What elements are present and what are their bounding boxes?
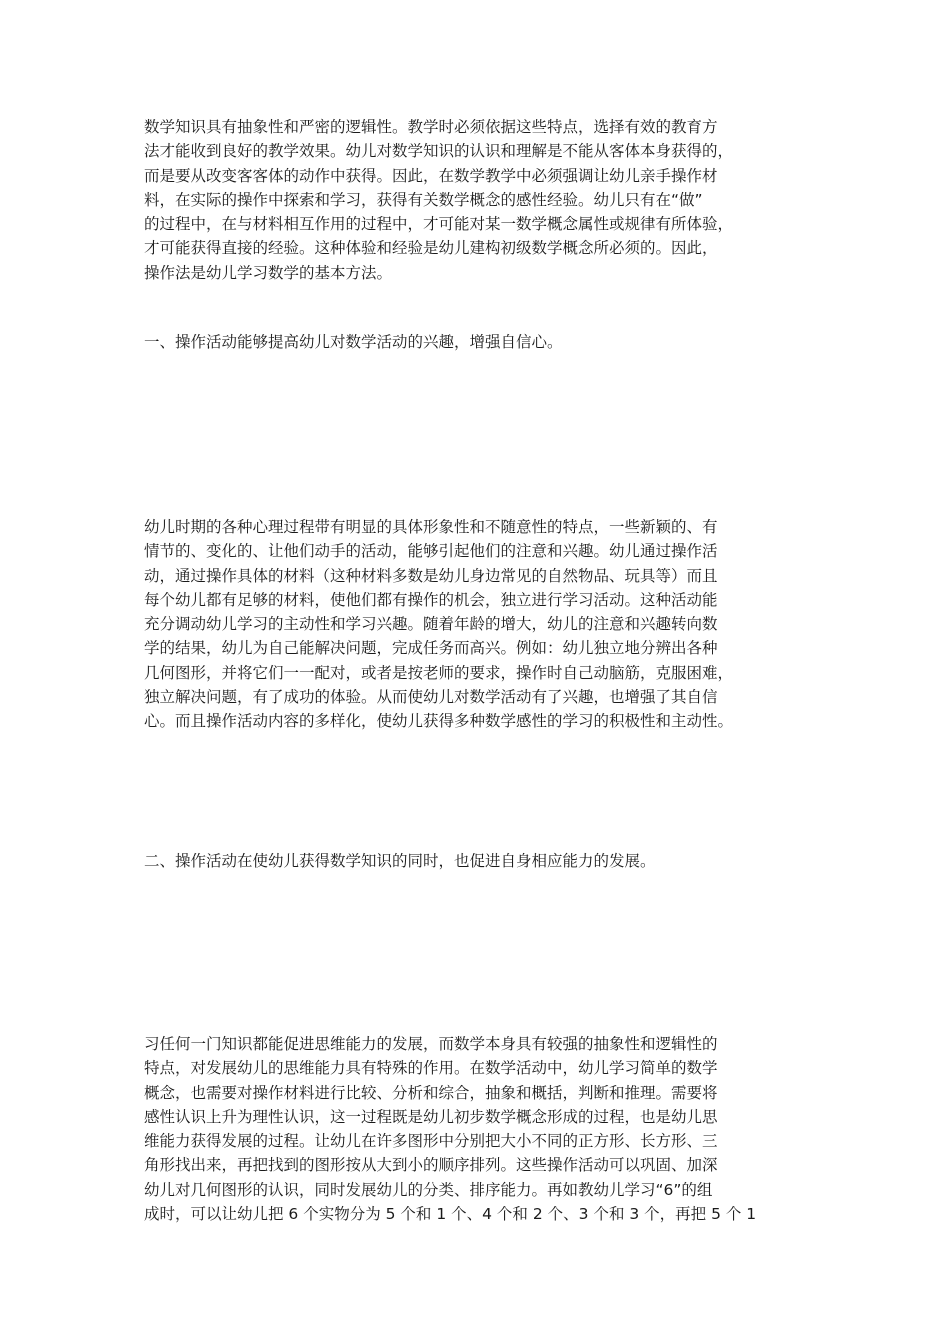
text-line: 而是要从改变客客体的动作中获得。因此，在数学教学中必须强调让幼儿亲手操作材 xyxy=(144,166,718,185)
text-line: 特点，对发展幼儿的思维能力具有特殊的作用。在数学活动中，幼儿学习简单的数学 xyxy=(144,1059,718,1078)
text-line: 操作法是幼儿学习数学的基本方法。 xyxy=(144,263,393,282)
text-line: 法才能收到良好的教学效果。幼儿对数学知识的认识和理解是不能从客体本身获得的， xyxy=(144,142,734,161)
text-line: 料，在实际的操作中探索和学习，获得有关数学概念的感性经验。幼儿只有在“做” xyxy=(144,190,703,209)
text-line: 维能力获得发展的过程。让幼儿在许多图形中分别把大小不同的正方形、长方形、三 xyxy=(144,1132,718,1151)
text-line: 习任何一门知识都能促进思维能力的发展，而数学本身具有较强的抽象性和逻辑性的 xyxy=(144,1035,718,1053)
text-line: 概念，也需要对操作材料进行比较、分析和综合，抽象和概括，判断和推理。需要将 xyxy=(144,1083,718,1102)
section-heading-2: 二、操作活动在使幼儿获得数学知识的同时，也促进自身相应能力的发展。 xyxy=(144,852,656,870)
text-line: 情节的、变化的、让他们动手的活动，能够引起他们的注意和兴趣。幼儿通过操作活 xyxy=(144,542,718,561)
paragraph-section-1 xyxy=(144,515,808,734)
text-line: 成时，可以让幼儿把 6 个实物分为 5 个和 1 个、4 个和 2 个、3 个和 3 个，再把 5 个 1 xyxy=(144,1205,757,1224)
text-line: 动，通过操作具体的材料（这种材料多数是幼儿身边常见的自然物品、玩具等）而且 xyxy=(144,566,718,585)
text-line: 幼儿对几何图形的认识，同时发展幼儿的分类、排序能力。再如教幼儿学习“6”的组 xyxy=(144,1180,713,1199)
text-line: 数学知识具有抽象性和严密的逻辑性。教学时必须依据这些特点，选择有效的教育方 xyxy=(144,118,718,136)
paragraph-intro xyxy=(144,115,808,285)
text-line: 感性认识上升为理性认识，这一过程既是幼儿初步数学概念形成的过程，也是幼儿思 xyxy=(144,1107,718,1126)
paragraph-section-2 xyxy=(144,1032,808,1226)
text-line: 才可能获得直接的经验。这种体验和经验是幼儿建构初级数学概念所必须的。因此， xyxy=(144,239,718,258)
text-line: 充分调动幼儿学习的主动性和学习兴趣。随着年龄的增大，幼儿的注意和兴趣转向数 xyxy=(144,615,718,634)
text-line: 学的结果，幼儿为自己能解决问题，完成任务而高兴。例如：幼儿独立地分辨出各种 xyxy=(144,639,718,658)
text-line: 几何图形，并将它们一一配对，或者是按老师的要求，操作时自己动脑筋，克服困难， xyxy=(144,663,734,682)
text-line: 独立解决问题，有了成功的体验。从而使幼儿对数学活动有了兴趣，也增强了其自信 xyxy=(144,688,718,707)
text-line: 心。而且操作活动内容的多样化，使幼儿获得多种数学感性的学习的积极性和主动性。 xyxy=(144,712,734,731)
text-line: 角形找出来，再把找到的图形按从大到小的顺序排列。这些操作活动可以巩固、加深 xyxy=(144,1156,718,1175)
text-line: 每个幼儿都有足够的材料，使他们都有操作的机会，独立进行学习活动。这种活动能 xyxy=(144,590,718,609)
text-line: 幼儿时期的各种心理过程带有明显的具体形象性和不随意性的特点，一些新颖的、有 xyxy=(144,518,718,536)
section-heading-1: 一、操作活动能够提高幼儿对数学活动的兴趣，增强自信心。 xyxy=(144,333,563,351)
text-line: 的过程中，在与材料相互作用的过程中，才可能对某一数学概念属性或规律有所体验， xyxy=(144,215,734,234)
